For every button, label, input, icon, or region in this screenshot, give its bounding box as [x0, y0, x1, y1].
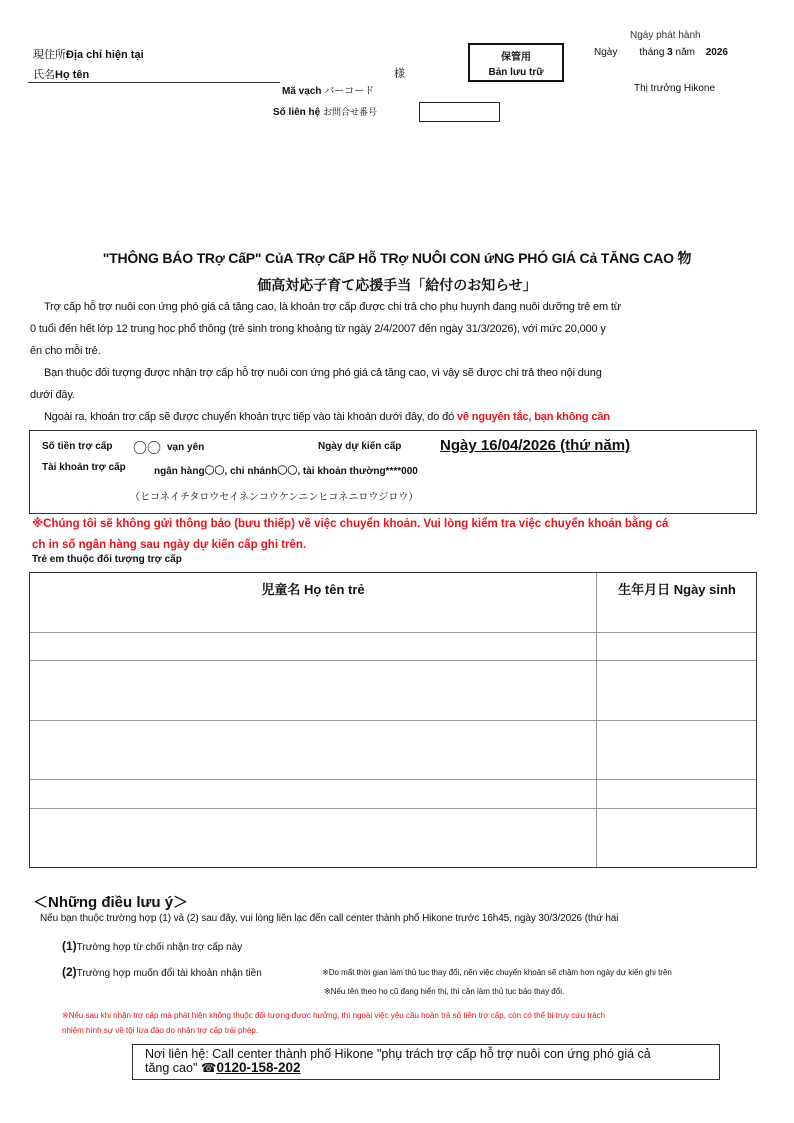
issue-date — [594, 47, 728, 58]
intro-p1-line3: ên cho mỗi trẻ. — [30, 345, 101, 357]
table-row — [30, 808, 756, 809]
payment-details-box — [29, 430, 757, 514]
note-item-2-sub1: ※Do mất thời gian làm thủ tục thay đổi, nên việc chuyển khoản sẽ chậm hơn ngày dự kiến ghi trên — [322, 968, 672, 977]
transfer-warning — [32, 514, 668, 556]
address-label — [33, 46, 144, 62]
intro-p2-line1: Bạn thuộc đối tượng được nhận trợ cấp hỗ trợ nuôi con ứng phó giá cả tăng cao, vì vậy sẽ được chi trả theo nội dung — [44, 367, 602, 379]
month-label: tháng — [639, 47, 665, 58]
intro-text — [30, 296, 770, 428]
contact-number-label — [273, 105, 377, 118]
storage-copy-badge — [468, 43, 564, 82]
note-item-2-number: (2) — [62, 965, 77, 979]
note-item-2-sub2: ※Nếu tên theo họ cũ đang hiển thị, thì cần làm thủ tục báo thay đổi. — [324, 987, 565, 996]
col-birth-vi: Ngày sinh — [673, 582, 736, 597]
col-birth-jp: 生年月日 — [618, 582, 671, 597]
column-header-birthdate — [596, 579, 758, 598]
barcode-label — [282, 82, 374, 97]
address-label-vi: Địa chỉ hiện tại — [66, 49, 144, 61]
table-row — [30, 660, 756, 661]
transfer-warning-line1: ※Chúng tôi sẽ không gửi thông báo (bưu thiếp) về việc chuyển khoản. Vui lòng kiểm tra việc chuyển khoản bằng cá — [32, 518, 669, 530]
account-value: ngân hàng〇〇, chi nhánh〇〇, tài khoản thường****000 — [154, 466, 418, 477]
intro-p3: Ngoài ra, khoản trợ cấp sẽ được chuyển khoản trực tiếp vào tài khoản dưới đây, do đó — [44, 411, 457, 423]
account-holder-kana: （ヒコネイチタロウセイネンコウケンニンヒコネニロウジロウ） — [130, 492, 419, 503]
intro-p1-line1: Trợ cấp hỗ trợ nuôi con ứng phó giá cả tăng cao, là khoản trợ cấp được chi trả cho phụ huynh đang nuôi dưỡng trẻ em từ — [44, 301, 621, 313]
scheduled-date-label: Ngày dự kiến cấp — [318, 441, 402, 452]
name-underline — [28, 82, 280, 83]
year-label: năm — [675, 47, 695, 58]
col-name-jp: 児童名 — [261, 582, 301, 597]
barcode-label-jp: バーコード — [324, 86, 375, 97]
col-name-vi: Họ tên trẻ — [303, 582, 365, 597]
note-item-1-number: (1) — [62, 939, 77, 953]
children-caption: Trẻ em thuộc đối tượng trợ cấp — [32, 554, 182, 565]
contact-number-field[interactable] — [419, 102, 500, 122]
table-row — [30, 720, 756, 721]
intro-p2-line2: dưới đây. — [30, 389, 75, 401]
contact-line1: Nơi liên hệ: Call center thành phố Hikone "phụ trách trợ cấp hỗ trợ nuôi con ứng phó giá cả — [145, 1047, 651, 1061]
table-row — [30, 632, 756, 633]
storage-jp: 保管用 — [501, 52, 531, 63]
note-item-2 — [62, 965, 262, 979]
column-header-child-name — [30, 579, 596, 598]
note-item-1-text: Trường hợp từ chối nhận trợ cấp này — [76, 942, 243, 953]
note-item-1 — [62, 939, 242, 953]
fraud-warning-line2: nhiệm hình sự về tội lừa đảo do nhận trợ cấp trái phép. — [62, 1026, 259, 1035]
year-value: 2026 — [705, 47, 728, 58]
account-label: Tài khoản trợ cấp — [42, 462, 126, 473]
page-title-jp: 価高対応子育て応援手当「給付のお知らせ」 — [257, 277, 537, 293]
scheduled-date-value: Ngày 16/04/2026 (thứ năm) — [440, 437, 631, 454]
contact-number-label-vi: Số liên hệ — [273, 107, 321, 118]
intro-p1-line2: 0 tuổi đến hết lớp 12 trung học phổ thông (trẻ sinh trong khoảng từ ngày 2/4/2007 đến ngày 31/3/2026), với mức 20,000 y — [30, 323, 606, 335]
name-label-jp: 氏名 — [33, 69, 55, 81]
amount-value: 〇〇 — [133, 440, 161, 456]
honorific: 様 — [394, 68, 405, 80]
fraud-warning-line1: ※Nếu sau khi nhận trợ cấp mà phát hiện không thuộc đối tượng được hưởng, thì ngoài việc yêu cầu hoàn trả số tiền trợ cấp, còn có thể bị truy cứu trách — [62, 1011, 606, 1020]
contact-box — [132, 1044, 720, 1080]
name-label-vi: Họ tên — [55, 69, 90, 81]
contact-line2: tăng cao" — [145, 1061, 201, 1075]
storage-vi: Bản lưu trữ — [488, 67, 544, 78]
phone-icon: ☎ — [200, 1061, 217, 1075]
children-table — [29, 572, 757, 868]
transfer-warning-line2: ch in sổ ngân hàng sau ngày dự kiến cấp ghi trên. — [32, 539, 307, 551]
page-title: "THÔNG BÁO TRợ CấP" CủA TRợ CấP Hỗ TRợ NUÔI CON ứNG PHÓ GIÁ Cả TĂNG CAO 物 — [102, 250, 692, 266]
notes-heading: ＜Những điều lưu ý＞ — [33, 894, 189, 911]
day-label: Ngày — [594, 47, 618, 58]
notes-intro: Nếu bạn thuộc trường hợp (1) và (2) sau đây, vui lòng liên lạc đến call center thành phố Hikone trước 16h45, ngày 30/3/2026 (thứ hai — [40, 913, 619, 924]
issue-date-label: Ngày phát hành — [630, 30, 701, 41]
contact-number-label-jp: お問合せ番号 — [323, 107, 378, 117]
barcode-label-vi: Mã vạch — [282, 86, 322, 97]
amount-unit: vạn yên — [167, 442, 205, 453]
contact-phone-link[interactable]: 0120-158-202 — [216, 1060, 301, 1075]
address-label-jp: 現住所 — [33, 49, 66, 61]
issuer: Thị trưởng Hikone — [634, 83, 716, 94]
amount-label: Số tiền trợ cấp — [42, 441, 113, 452]
name-label — [33, 66, 89, 82]
intro-p3-red: về nguyên tắc, bạn không cần — [456, 411, 610, 423]
note-item-2-text: Trường hợp muốn đổi tài khoản nhận tiền — [76, 968, 262, 979]
table-row — [30, 779, 756, 780]
month-value: 3 — [667, 47, 673, 58]
fraud-warning — [62, 1008, 605, 1038]
